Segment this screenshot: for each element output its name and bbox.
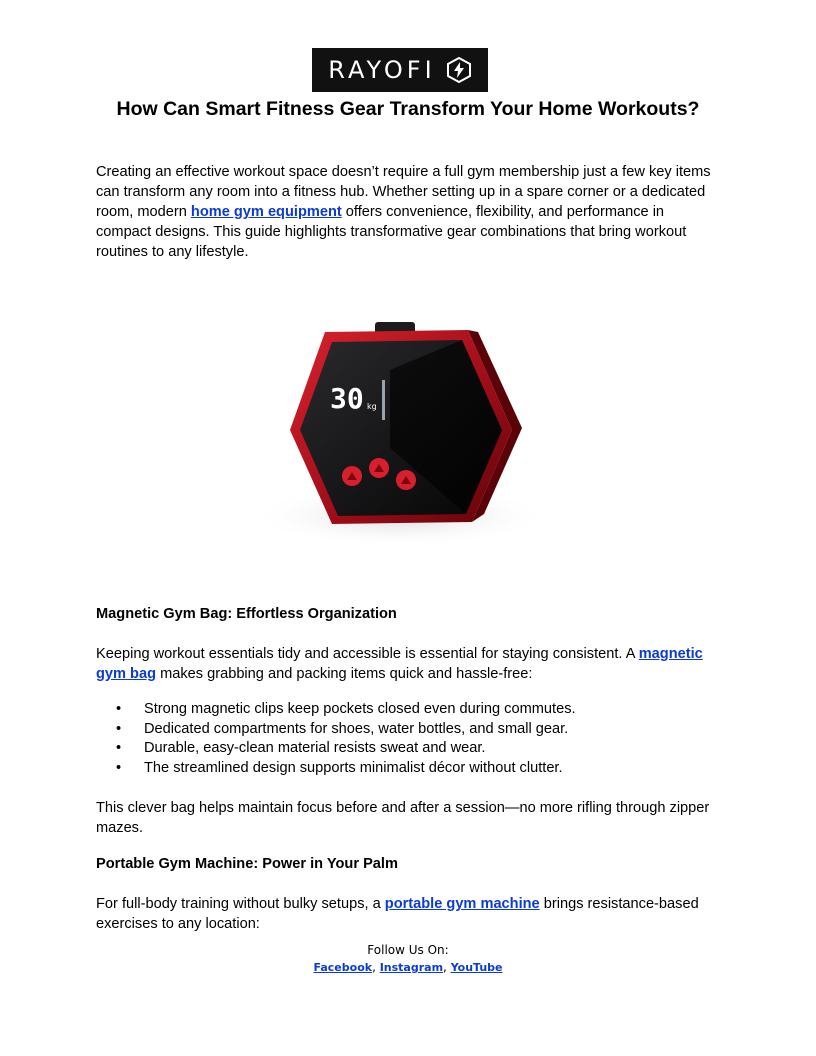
brand-name: RAYOFI: [328, 56, 436, 84]
product-image: [240, 318, 560, 558]
list-item: • Dedicated compartments for shoes, water bottles, and small gear.: [96, 720, 696, 740]
section1-text-end: makes grabbing and packing items quick and hassle-free:: [156, 666, 533, 682]
list-item: • Strong magnetic clips keep pockets closed even during commutes.: [96, 700, 696, 720]
brand-logo: [312, 48, 488, 92]
section1-paragraph: [96, 644, 722, 684]
social-links: [0, 959, 816, 976]
feature-list: [96, 700, 696, 778]
section2-paragraph: [96, 894, 722, 934]
section1-heading: Magnetic Gym Bag: Effortless Organization: [96, 606, 397, 622]
section2-text-end: brings resistance-based exercises to any location:: [96, 896, 699, 932]
facebook-link[interactable]: Facebook: [313, 961, 373, 974]
instagram-link[interactable]: Instagram: [379, 961, 444, 974]
youtube-link[interactable]: YouTube: [450, 961, 503, 974]
section1-text-start: Keeping workout essentials tidy and accessible is essential for staying consistent. A: [96, 646, 639, 662]
weight-display-unit: kg: [367, 402, 377, 411]
list-item: • The streamlined design supports minimalist décor without clutter.: [96, 759, 696, 779]
section1-closing: This clever bag helps maintain focus before and after a session—no more rifling through zipper mazes.: [96, 800, 710, 836]
intro-text-start: Creating an effective workout space doesn’t require a full gym membership just a few key items can transform any room into a fitness hub. Whether setting up in a spare corner or a dedicated room, modern: [96, 164, 711, 220]
follow-label: Follow Us On:: [367, 943, 449, 957]
link-separator: ,: [443, 960, 451, 974]
magnetic-gym-bag-link[interactable]: magnetic gym bag: [96, 646, 703, 682]
home-gym-equipment-link[interactable]: home gym equipment: [190, 204, 342, 220]
intro-text-end: offers convenience, flexibility, and performance in compact designs. This guide highlights transformative gear combinations that bring workout routines to any lifestyle.: [96, 204, 687, 260]
weight-display-value: 30: [330, 382, 364, 415]
link-separator: ,: [372, 960, 380, 974]
portable-gym-machine-link[interactable]: portable gym machine: [384, 896, 540, 912]
footer: [0, 942, 816, 976]
list-item: • Durable, easy-clean material resists sweat and wear.: [96, 739, 696, 759]
lightning-hexagon-icon: [446, 57, 472, 83]
section2-text-start: For full-body training without bulky setups, a: [96, 896, 385, 912]
section2-heading: Portable Gym Machine: Power in Your Palm: [96, 856, 398, 872]
page-title: How Can Smart Fitness Gear Transform Your Home Workouts?: [116, 98, 700, 120]
intro-paragraph: [96, 162, 722, 262]
